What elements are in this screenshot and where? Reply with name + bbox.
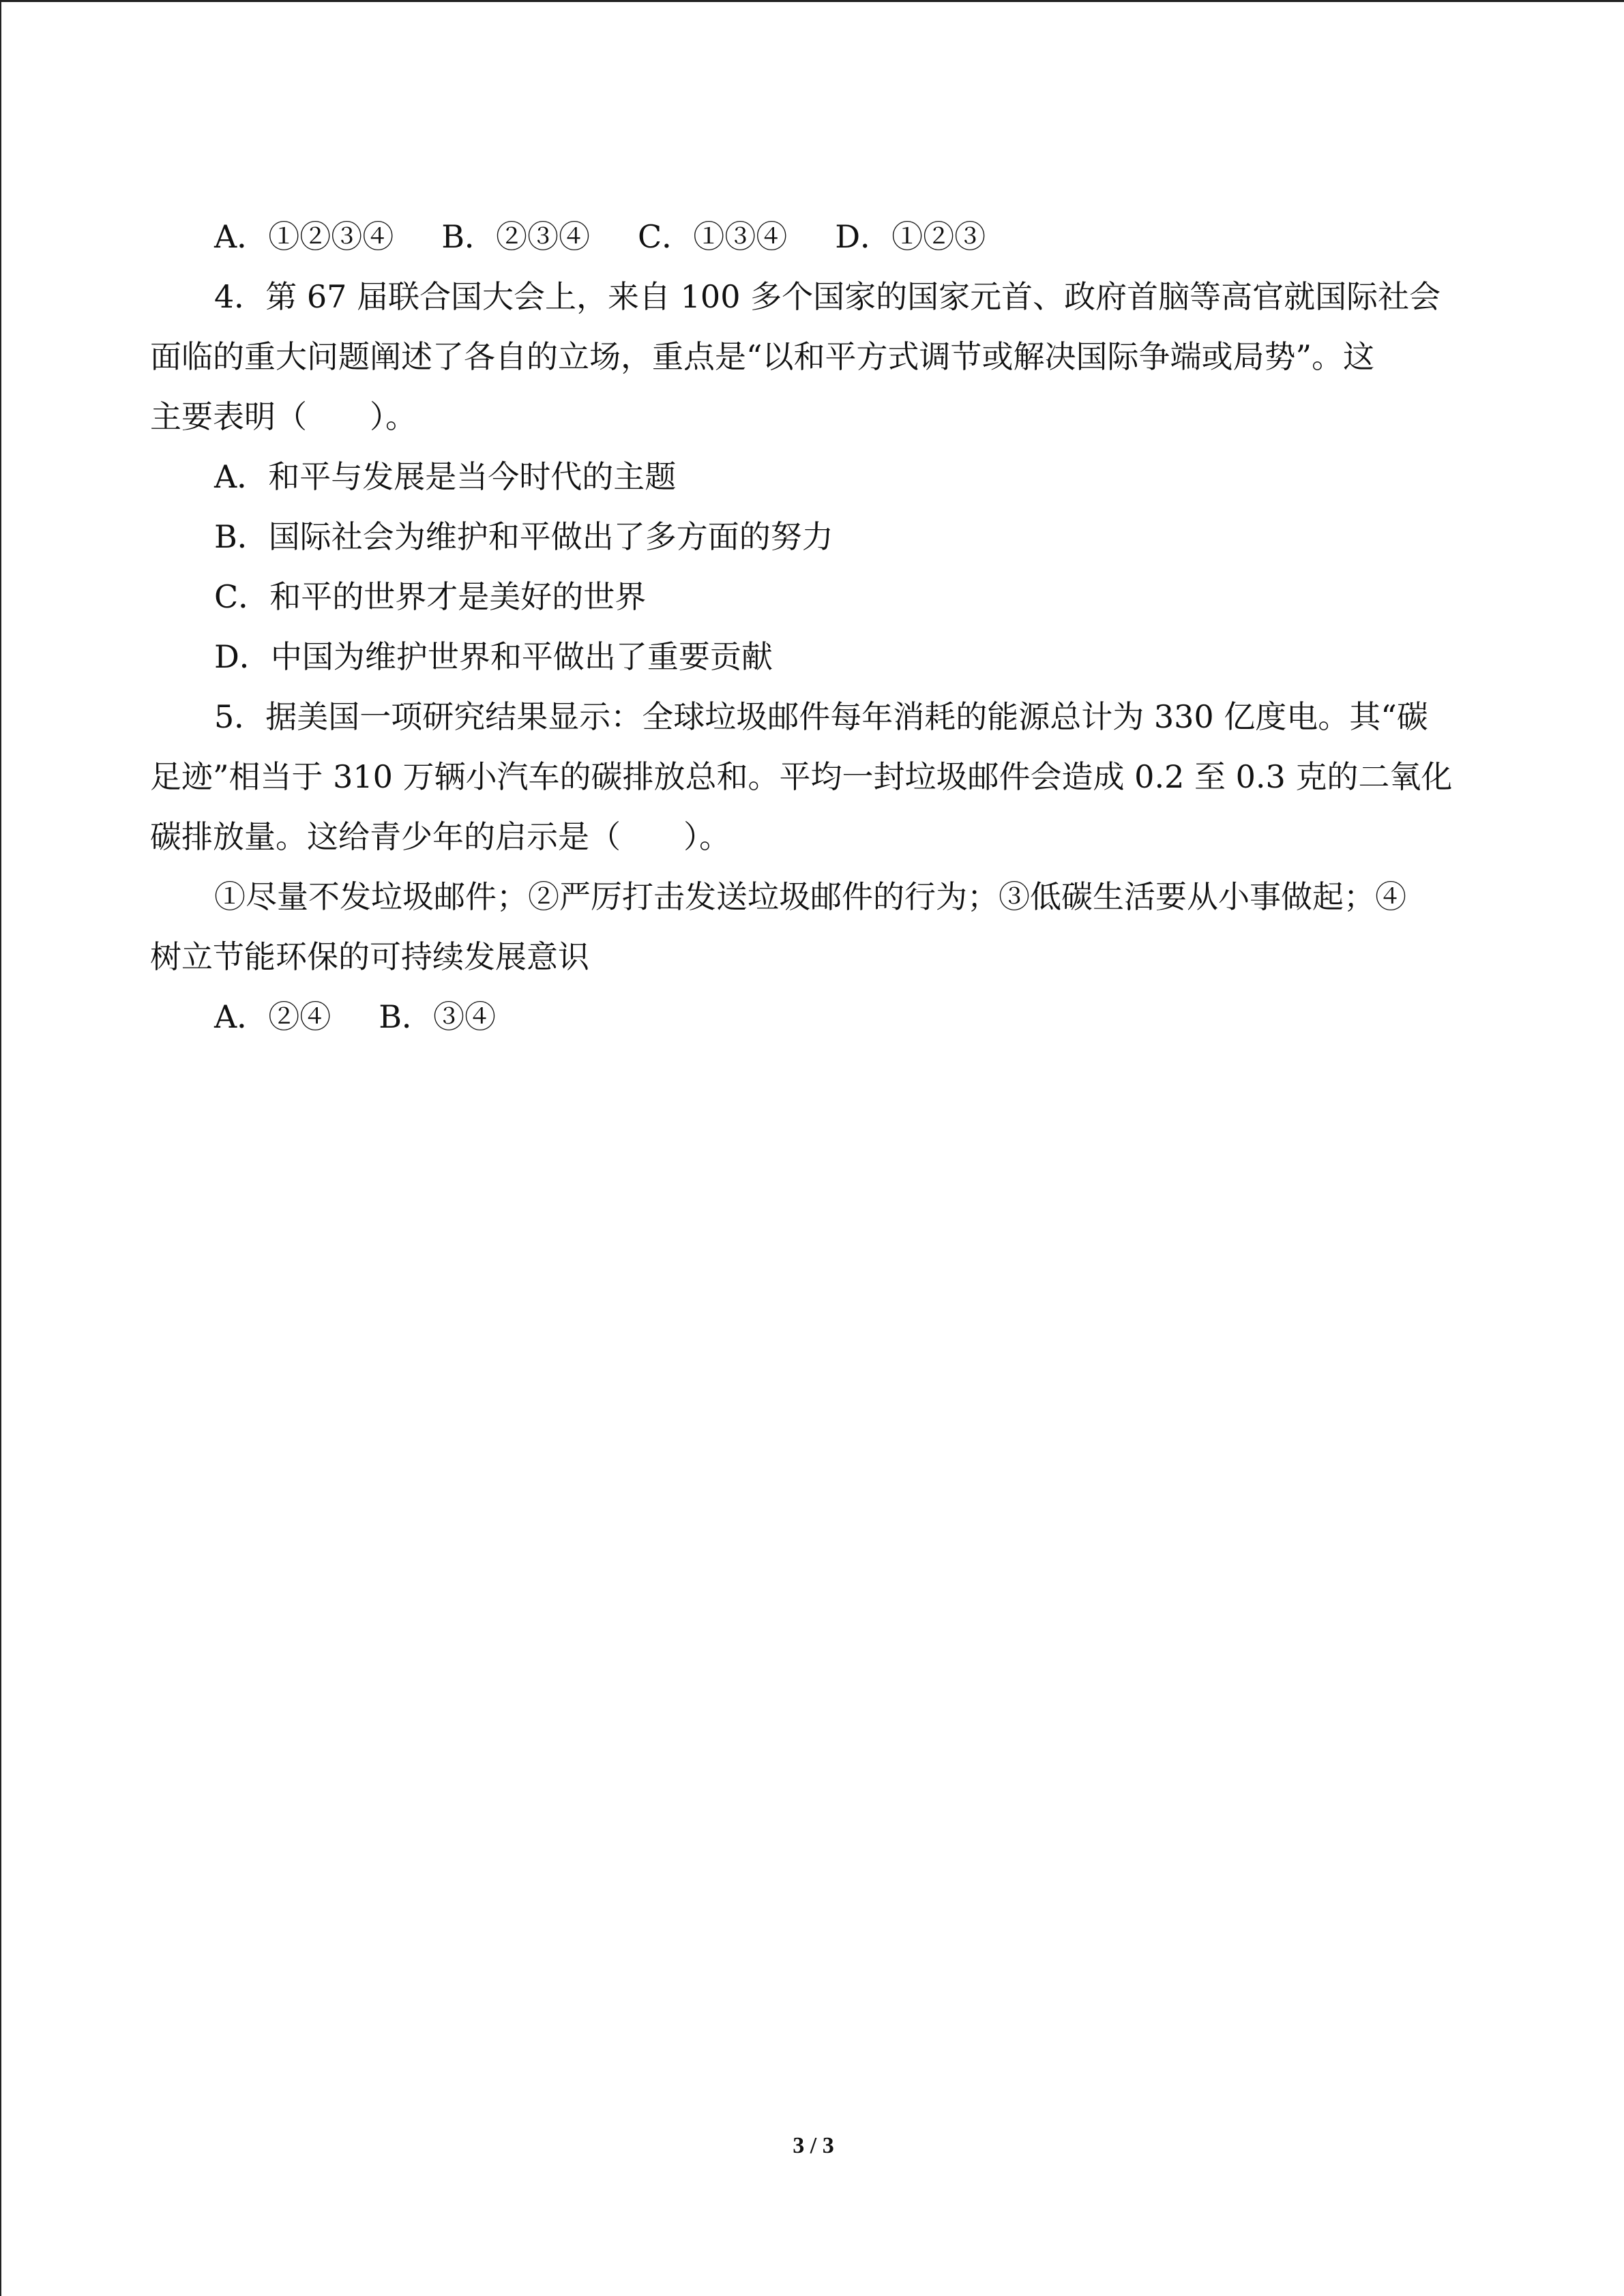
q5-stem-line-1: 5．据美国一项研究结果显示：全球垃圾邮件每年消耗的能源总计为 330 亿度电。其“碳 (214, 698, 1428, 735)
q5-option-b: B．③④ (379, 998, 497, 1035)
document-body (150, 207, 1476, 1047)
q3-options (150, 207, 1476, 267)
q5-stem-line-2: 足迹”相当于 310 万辆小汽车的碳排放总和。平均一封垃圾邮件会造成 0.2 至 0.3 克的二氧化 (150, 758, 1453, 795)
q5-statement-line-2: 树立节能环保的可持续发展意识 (150, 938, 589, 975)
q4-option-c: C．和平的世界才是美好的世界 (214, 578, 647, 615)
q4-option-a: A．和平与发展是当今时代的主题 (214, 458, 677, 495)
page-number: 3 / 3 (793, 2133, 834, 2158)
q4-stem-line-3: 主要表明（ ）。 (150, 398, 417, 435)
q4-stem-line-1: 4．第 67 届联合国大会上，来自 100 多个国家的国家元首、政府首脑等高官就国际社会 (214, 278, 1441, 315)
question-5 (150, 687, 1476, 1047)
q5-option-a: A．②④ (214, 998, 331, 1035)
q5-statement-line-1: ①尽量不发垃圾邮件；②严厉打击发送垃圾邮件的行为；③低碳生活要从小事做起；④ (214, 878, 1406, 915)
q3-option-a: A．①②③④ (214, 218, 394, 255)
question-4 (150, 267, 1476, 687)
q3-option-b: B．②③④ (441, 218, 591, 255)
q3-option-d: D．①②③ (835, 218, 986, 255)
q5-options (150, 987, 1476, 1047)
q4-option-d: D．中国为维护世界和平做出了重要贡献 (214, 638, 773, 675)
q3-option-c: C．①③④ (638, 218, 788, 255)
q4-stem-line-2: 面临的重大问题阐述了各自的立场，重点是“以和平方式调节或解决国际争端或局势”。这 (150, 338, 1375, 375)
q5-stem-line-3: 碳排放量。这给青少年的启示是（ ）。 (150, 818, 730, 855)
q4-option-b: B．国际社会为维护和平做出了多方面的努力 (214, 518, 833, 555)
